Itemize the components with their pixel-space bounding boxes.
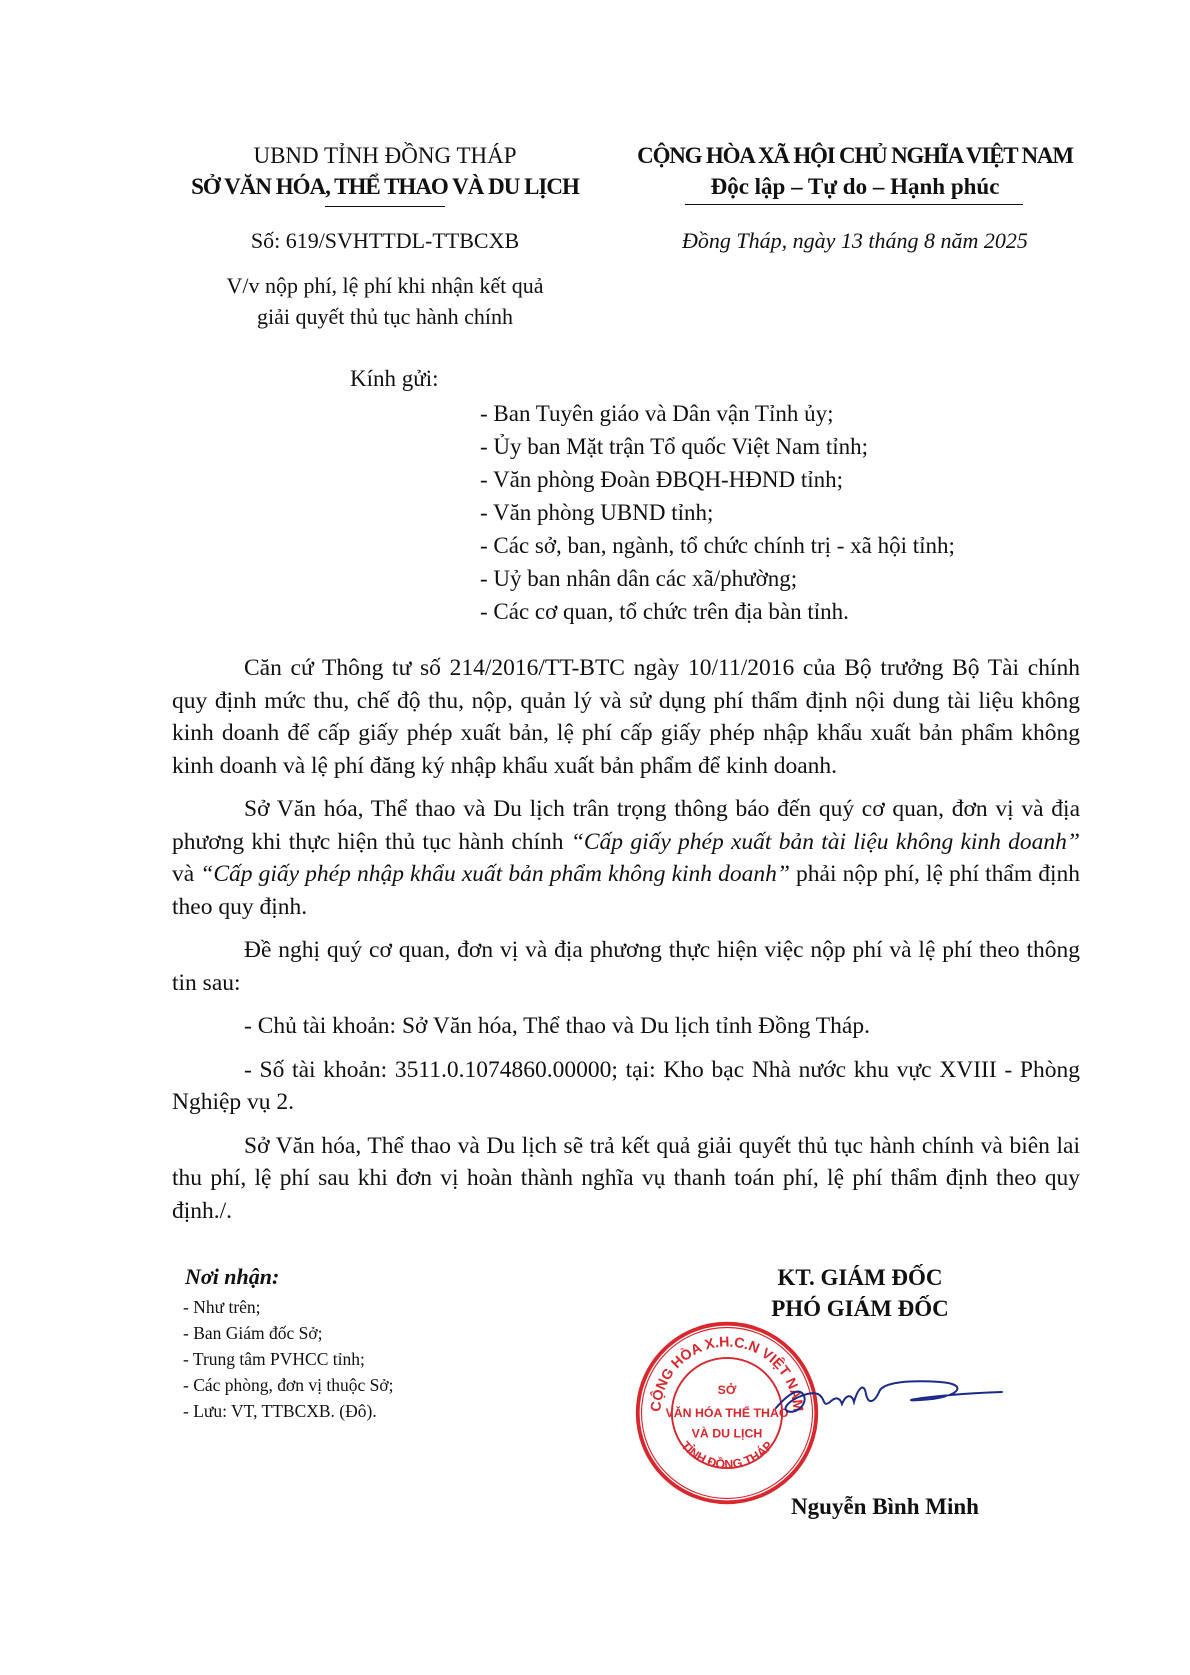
recipient-item: - Ủy ban Mặt trận Tổ quốc Việt Nam tỉnh; xyxy=(480,434,869,459)
signatory-title-line: PHÓ GIÁM ĐỐC xyxy=(771,1296,949,1321)
seal-bottom-text: TỈNH ĐỒNG THÁP xyxy=(678,1438,776,1472)
signer-name: Nguyễn Bình Minh xyxy=(791,1494,979,1519)
greeting: Kính gửi: xyxy=(350,366,439,391)
distribution-item: - Trung tâm PVHCC tỉnh; xyxy=(183,1349,365,1369)
distribution-title: Nơi nhận: xyxy=(185,1264,280,1289)
national-title: CỘNG HÒA XÃ HỘI CHỦ NGHĨA VIỆT NAM xyxy=(637,143,1073,168)
recipient-item: - Ban Tuyên giáo và Dân vận Tỉnh ủy; xyxy=(480,401,834,426)
letter-body xyxy=(172,652,1080,1238)
account-holder: - Chủ tài khoản: Sở Văn hóa, Thể thao và Du lịch tỉnh Đồng Tháp. xyxy=(244,1013,870,1039)
national-header-block xyxy=(615,140,1095,202)
body-text: phải nộp phí, lệ phí thẩm định theo quy định. xyxy=(172,861,1080,920)
body-paragraph: Đề nghị quý cơ quan, đơn vị và địa phương thực hiện việc nộp phí và lệ phí theo thông tin sau: xyxy=(172,937,1080,996)
distribution-item: - Lưu: VT, TTBCXB. (Đô). xyxy=(183,1401,377,1421)
document-date: Đồng Tháp, ngày 13 tháng 8 năm 2025 xyxy=(682,228,1028,253)
distribution-list xyxy=(183,1294,394,1424)
subject-line: V/v nộp phí, lệ phí khi nhận kết quả xyxy=(226,273,544,298)
account-number: - Số tài khoản: 3511.0.1074860.00000; tại: Kho bạc Nhà nước khu vực XVIII - Phòng Nghiệp vụ 2. xyxy=(172,1056,1080,1115)
distribution-item: - Như trên; xyxy=(183,1297,261,1317)
distribution-item: - Ban Giám đốc Sở; xyxy=(183,1323,323,1343)
issuing-department: SỞ VĂN HÓA, THỂ THAO VÀ DU LỊCH xyxy=(191,174,579,199)
signature-stroke xyxy=(776,1381,1002,1412)
issuing-agency-block xyxy=(150,140,620,202)
recipient-item: - Văn phòng Đoàn ĐBQH-HĐND tỉnh; xyxy=(480,467,844,492)
seal-center-text: VÀ DU LỊCH xyxy=(691,1426,763,1441)
recipient-list xyxy=(480,397,955,628)
body-paragraph: Căn cứ Thông tư số 214/2016/TT-BTC ngày 10/11/2016 của Bộ trưởng Bộ Tài chính quy định mức thu, chế độ thu, nộp, quản lý và sử dụng phí thẩm định nội dung tài liệu không kinh doanh để cấp giấy phép xuất bản, lệ phí cấp giấy phép nhập khẩu xuất bản phẩm không kinh doanh và lệ phí đăng ký nhập khẩu xuất bản phẩm để kinh doanh. xyxy=(172,655,1080,779)
subject-line: giải quyết thủ tục hành chính xyxy=(257,304,513,329)
procedure-name: “Cấp giấy phép nhập khẩu xuất bản phẩm không kinh doanh” xyxy=(200,861,790,887)
recipient-item: - Uỷ ban nhân dân các xã/phường; xyxy=(480,566,798,591)
seal-ring-text: CỘNG HÒA X.H.C.N VIỆT NAM xyxy=(648,1334,806,1413)
motto-underline xyxy=(685,204,1023,205)
national-motto: Độc lập – Tự do – Hạnh phúc xyxy=(710,174,1000,199)
document-number: Số: 619/SVHTTDL-TTBCXB xyxy=(250,228,520,253)
recipient-item: - Văn phòng UBND tỉnh; xyxy=(480,500,714,525)
recipient-item: - Các cơ quan, tổ chức trên địa bàn tỉnh. xyxy=(480,599,849,624)
distribution-item: - Các phòng, đơn vị thuộc Sở; xyxy=(183,1375,394,1395)
seal-center-text: SỞ xyxy=(717,1383,737,1397)
document-subject xyxy=(150,270,620,332)
procedure-name: “Cấp giấy phép xuất bản tài liệu không kinh doanh” xyxy=(570,828,1080,855)
signatory-title-line: KT. GIÁM ĐỐC xyxy=(777,1265,943,1290)
handwritten-signature xyxy=(770,1364,1010,1434)
body-text: và xyxy=(172,861,201,887)
body-paragraph: Sở Văn hóa, Thể thao và Du lịch sẽ trả kết quả giải quyết thủ tục hành chính và biên lai thu phí, lệ phí sau khi đơn vị hoàn thành nghĩa vụ thanh toán phí, lệ phí thẩm định theo quy định./. xyxy=(172,1132,1080,1224)
parent-agency: UBND TỈNH ĐỒNG THÁP xyxy=(253,143,517,168)
seal-center-text: VĂN HÓA THỂ THAO xyxy=(665,1405,789,1420)
signatory-title xyxy=(700,1262,1020,1324)
body-text: Sở Văn hóa, Thể thao và Du lịch trân trọng thông báo đến quý cơ quan, đơn vị và địa phương khi thực hiện thủ tục hành chính xyxy=(172,796,1080,855)
agency-underline xyxy=(325,206,445,207)
recipient-item: - Các sở, ban, ngành, tổ chức chính trị - xã hội tỉnh; xyxy=(480,533,955,558)
body-paragraph xyxy=(172,793,1080,923)
